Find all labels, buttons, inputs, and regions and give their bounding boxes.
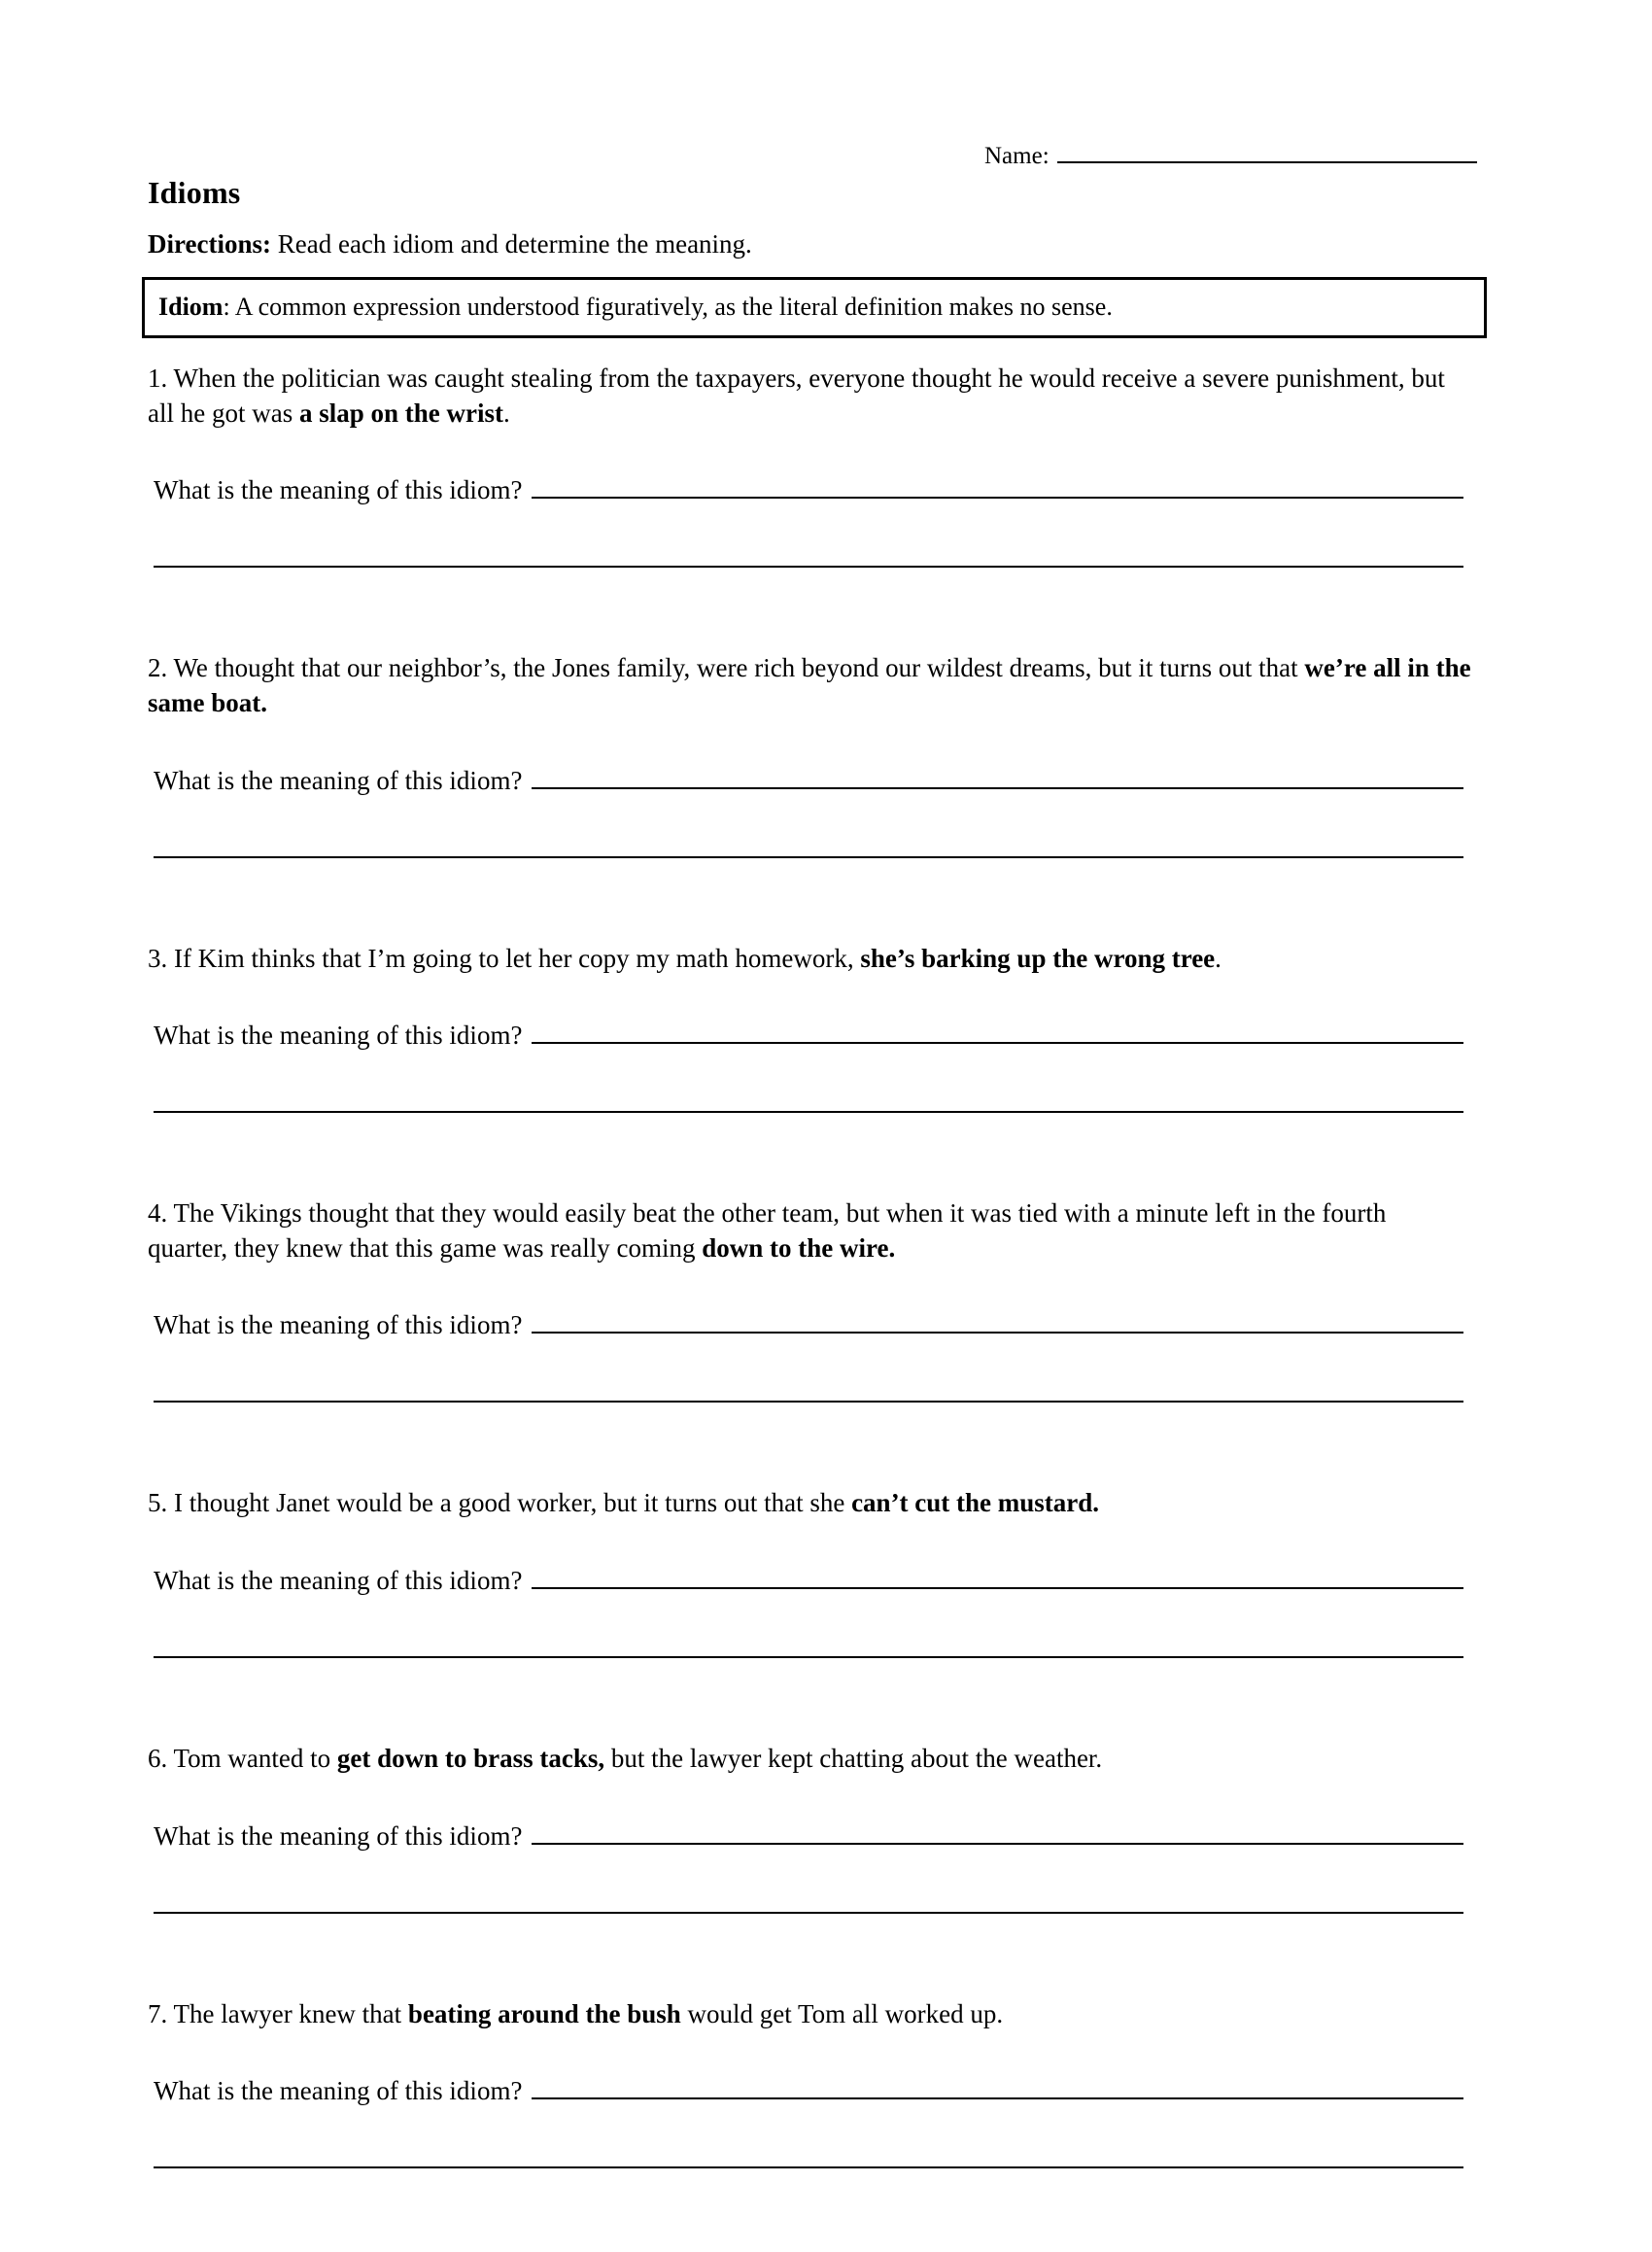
question-block — [0, 651, 1652, 941]
answer-prompt-label: What is the meaning of this idiom? — [154, 1021, 523, 1051]
question-text — [148, 942, 1471, 977]
answer-prompt-row — [154, 1308, 1463, 1340]
spacer — [0, 1340, 1652, 1401]
question-sentence-before: We thought that our neighbor’s, the Jones family, were rich beyond our wildest dreams, but it turns out that — [167, 653, 1305, 683]
answer-line-1[interactable] — [532, 1308, 1463, 1334]
question-text — [148, 362, 1471, 431]
answer-prompt-row — [154, 2074, 1463, 2106]
page-title: Idioms — [148, 175, 241, 210]
spacer — [0, 1914, 1652, 1997]
spacer — [0, 2106, 1652, 2166]
question-sentence-after: . — [502, 398, 510, 428]
question-text — [148, 651, 1471, 720]
idiom-phrase: we’re all in the same boat. — [148, 653, 1471, 717]
question-number: 6. — [148, 1744, 168, 1773]
spacer — [0, 1051, 1652, 1111]
question-number: 7. — [148, 1998, 168, 2028]
spacer — [0, 2031, 1652, 2074]
question-sentence-before: Tom wanted to — [167, 1744, 337, 1773]
spacer — [0, 1852, 1652, 1912]
name-label: Name: — [984, 143, 1050, 169]
idiom-phrase: she’s barking up the wrong tree — [860, 943, 1216, 973]
definition-term: Idiom — [158, 293, 224, 321]
spacer — [0, 858, 1652, 942]
answer-line-1[interactable] — [532, 2074, 1463, 2099]
question-number: 3. — [148, 943, 168, 973]
question-sentence-before: The Vikings thought that they would easily beat the other team, but when it was tied with a minute left in the fourth quarter, they knew that this game was really coming — [148, 1198, 1387, 1263]
answer-prompt-label: What is the meaning of this idiom? — [154, 765, 523, 795]
spacer — [0, 1658, 1652, 1742]
question-sentence-before: I thought Janet would be a good worker, but it turns out that she — [167, 1488, 852, 1518]
question-block — [0, 1997, 1652, 2252]
question-number: 5. — [148, 1488, 168, 1518]
question-sentence-before: When the politician was caught stealing from the taxpayers, everyone thought he would receive a severe punishment, but all he got was — [148, 364, 1445, 428]
question-number: 4. — [148, 1198, 168, 1229]
spacer — [0, 2168, 1652, 2252]
name-input-blank[interactable] — [1057, 140, 1477, 163]
answer-prompt-row — [154, 1019, 1463, 1051]
spacer — [0, 796, 1652, 856]
idiom-phrase: beating around the bush — [407, 1998, 681, 2028]
answer-prompt-row — [154, 473, 1463, 505]
spacer — [0, 431, 1652, 473]
answer-line-1[interactable] — [532, 1819, 1463, 1845]
answer-line-1[interactable] — [532, 1564, 1463, 1589]
directions — [148, 228, 1489, 261]
question-text — [148, 1742, 1471, 1777]
spacer — [0, 1521, 1652, 1564]
question-number: 1. — [148, 364, 168, 393]
answer-line-1[interactable] — [532, 764, 1463, 789]
spacer — [0, 1777, 1652, 1819]
spacer — [0, 1403, 1652, 1486]
answer-line-1[interactable] — [532, 473, 1463, 499]
answer-prompt-label: What is the meaning of this idiom? — [154, 2076, 523, 2106]
question-sentence-after: would get Tom all worked up. — [680, 1998, 1004, 2028]
idiom-phrase: a slap on the wrist — [298, 398, 503, 428]
question-sentence-after: . — [1215, 943, 1222, 973]
directions-label: Directions: — [148, 229, 271, 259]
answer-prompt-label: What is the meaning of this idiom? — [154, 1820, 523, 1851]
spacer — [0, 976, 1652, 1019]
question-block — [0, 1196, 1652, 1486]
question-sentence-after: but the lawyer kept chatting about the weather. — [604, 1744, 1103, 1773]
spacer — [0, 505, 1652, 566]
answer-prompt-label: What is the meaning of this idiom? — [154, 1566, 523, 1595]
question-text — [148, 1196, 1471, 1265]
question-block — [0, 362, 1652, 651]
directions-text: Read each idiom and determine the meaning. — [270, 229, 752, 259]
question-block — [0, 1742, 1652, 1997]
definition-text: : A common expression understood figuratively, as the literal definition makes no sense. — [223, 293, 1113, 321]
question-text — [148, 1997, 1471, 2032]
spacer — [0, 568, 1652, 651]
question-block — [0, 1486, 1652, 1742]
spacer — [0, 1596, 1652, 1656]
question-block — [0, 942, 1652, 1197]
spacer — [0, 1265, 1652, 1308]
question-number: 2. — [148, 653, 168, 683]
answer-prompt-row — [154, 1819, 1463, 1852]
question-sentence-before: If Kim thinks that I’m going to let her copy my math homework, — [167, 943, 861, 973]
question-text — [148, 1486, 1471, 1521]
spacer — [0, 721, 1652, 764]
idiom-phrase: can’t cut the mustard. — [851, 1488, 1100, 1518]
answer-prompt-row — [154, 764, 1463, 796]
name-field-row — [984, 140, 1477, 170]
idiom-phrase: get down to brass tacks, — [336, 1744, 605, 1773]
spacer — [0, 1113, 1652, 1196]
answer-prompt-label: What is the meaning of this idiom? — [154, 475, 523, 505]
question-sentence-before: The lawyer knew that — [167, 1998, 408, 2028]
idiom-phrase: down to the wire. — [702, 1232, 896, 1263]
answer-prompt-label: What is the meaning of this idiom? — [154, 1310, 523, 1340]
answer-prompt-row — [154, 1564, 1463, 1596]
answer-line-1[interactable] — [532, 1019, 1463, 1044]
questions-list — [0, 362, 1652, 2252]
idiom-definition-box — [142, 277, 1487, 338]
